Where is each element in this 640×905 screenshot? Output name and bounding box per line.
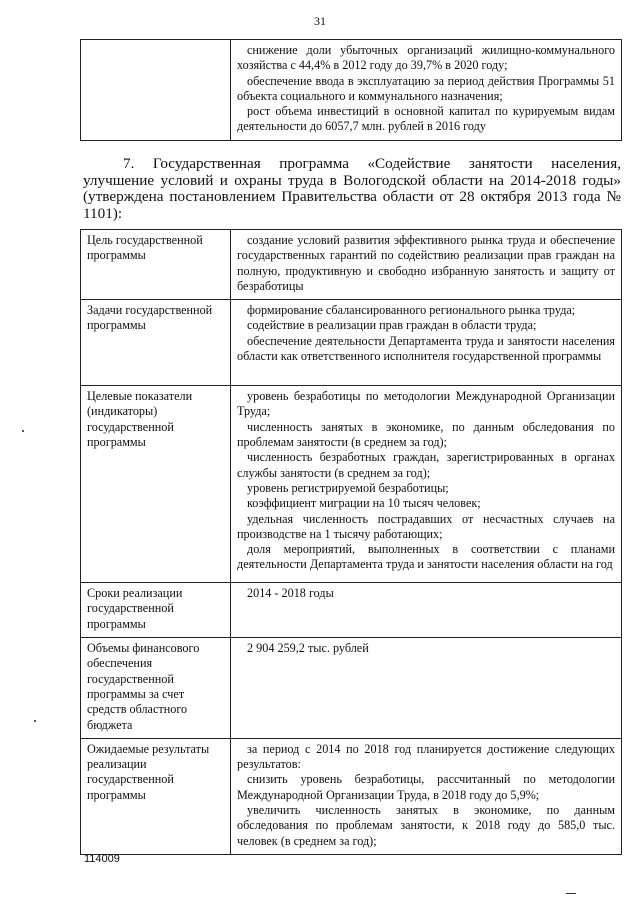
table-row: [81, 638, 622, 739]
paragraph: уровень регистрируемой безработицы;: [247, 480, 449, 495]
row-label: Ожидаемые результаты реализации государственной программы: [81, 738, 231, 854]
content-cell: [231, 230, 622, 300]
paragraph: снижение доли убыточных организаций жилищно-коммунального хозяйства с 44,4% в 2012 году до 39,7% в 2020 году;: [237, 43, 615, 73]
content-cell: [231, 583, 622, 638]
row-label: Объемы финансового обеспечения государственной программы за счет средств областного бюджета: [81, 638, 231, 739]
page-number: 31: [314, 14, 326, 28]
paragraph: рост объема инвестиций в основной капитал по курируемым видам деятельности до 6057,7 млн. рублей в 2016 году: [237, 104, 615, 134]
table-row: [81, 738, 622, 854]
scan-dot: [22, 430, 24, 432]
table-row: [81, 386, 622, 583]
section-heading: 7. Государственная программа «Содействие занятости населения, улучшение условий и охраны труда в Вологодской области на 2014-2018 годы» (утверждена постановлением Правительства области от 28 октября 2013 года № 1101):: [83, 155, 621, 222]
content-cell: [231, 386, 622, 583]
paragraph: численность занятых в экономике, по данным обследования по проблемам занятости (в среднем за год);: [237, 419, 615, 450]
row-label: Целевые показатели (индикаторы) государственной программы: [81, 386, 231, 583]
paragraph: 2 904 259,2 тыс. рублей: [247, 641, 369, 656]
program-passport-table: [80, 229, 622, 855]
table-row: [81, 40, 622, 141]
row-label: Задачи государственной программы: [81, 300, 231, 386]
document-code: 114009: [84, 853, 120, 865]
paragraph: уровень безработицы по методологии Международной Организации Труда;: [237, 389, 615, 419]
paragraph: 2014 - 2018 годы: [247, 586, 334, 601]
content-cell: [231, 738, 622, 854]
row-label: Сроки реализации государственной программы: [81, 583, 231, 638]
paragraph: создание условий развития эффективного рынка труда и обеспечение государственных гарантий по содействию реализации прав граждан на полную, продуктивную и свободно избранную занятость и защиту от безработицы: [237, 233, 615, 293]
label-cell: [81, 40, 231, 141]
table-row: [81, 230, 622, 300]
paragraph: численность безработных граждан, зарегистрированных в органах службы занятости (в среднем за год);: [237, 450, 615, 480]
paragraph: содействие в реализации прав граждан в области труда;: [247, 318, 537, 333]
paragraph: коэффициент миграции на 10 тысяч человек;: [247, 496, 481, 511]
paragraph: увеличить численность занятых в экономике, по данным обследования по проблемам занятости, к 2018 году до 585,0 тыс. человек (в среднем за год);: [237, 803, 615, 848]
paragraph: формирование сбалансированного регионального рынка труда;: [247, 303, 576, 318]
table-row: [81, 583, 622, 638]
scan-dot: [34, 720, 36, 722]
continuation-table: [80, 39, 622, 141]
paragraph: доля мероприятий, выполненных в соответствии с планами деятельности Департамента труда и занятости населения области на год: [237, 542, 615, 572]
paragraph: обеспечение ввода в эксплуатацию за период действия Программы 51 объекта социального и коммунального назначения;: [237, 73, 615, 103]
paragraph: за период с 2014 по 2018 год планируется достижение следующих результатов:: [237, 741, 615, 772]
paragraph: удельная численность пострадавших от несчастных случаев на производстве на 1 тысячу работающих;: [237, 511, 615, 541]
content-cell: [231, 638, 622, 739]
content-cell: [231, 40, 622, 141]
row-label: Цель государственной программы: [81, 230, 231, 300]
scan-mark: [566, 893, 576, 894]
paragraph: снизить уровень безработицы, рассчитанный по методологии Международной Организации Труда, в 2018 году до 5,9%;: [237, 772, 615, 802]
table-row: [81, 300, 622, 386]
content-cell: [231, 300, 622, 386]
paragraph: обеспечение деятельности Департамента труда и занятости населения области как ответственного исполнителя государственной программы: [237, 333, 615, 364]
